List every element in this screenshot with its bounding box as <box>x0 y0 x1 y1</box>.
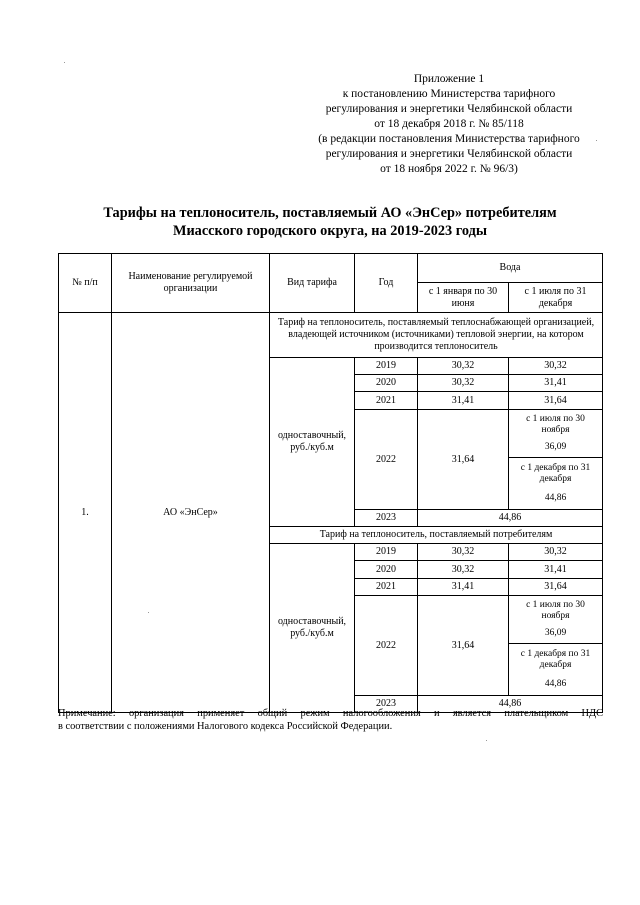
sub-period-value: 44,86 <box>544 493 567 503</box>
sub-period-label: с 1 июля по 30 ноября <box>526 414 585 435</box>
appendix-line: регулирования и энергетики Челябинской области <box>325 148 573 160</box>
header-year: Год <box>355 254 418 313</box>
year-cell: 2019 <box>355 358 418 375</box>
value-cell: 31,41 <box>418 392 509 410</box>
header-kind: Вид тарифа <box>270 254 355 313</box>
header-water: Вода <box>418 254 603 283</box>
section-heading: Тариф на теплоноситель, поставляемый теплоснабжающей организацией, владеющей источником (источниками) тепловой энергии, на котором производится теплоноситель <box>270 313 603 358</box>
value-cell: 31,64 <box>509 579 603 596</box>
appendix-line: (в редакции постановления Министерства тарифного <box>318 133 580 145</box>
year-cell: 2019 <box>355 544 418 561</box>
footnote-line-1: Примечание: организация применяет общий режим налогообложения и является плательщиком НДС <box>58 708 603 719</box>
organization-name: АО «ЭнСер» <box>112 313 270 713</box>
year-cell: 2021 <box>355 579 418 596</box>
appendix-line: от 18 ноября 2022 г. № 96/3) <box>380 163 518 175</box>
value-cell: 31,41 <box>509 561 603 579</box>
sub-period-cell <box>509 458 603 510</box>
value-cell: 31,41 <box>418 579 509 596</box>
title-line-1: Тарифы на теплоноситель, поставляемый АО «ЭнСер» потребителям <box>103 205 557 221</box>
header-period-2: с 1 июля по 31 декабря <box>509 283 603 313</box>
speck <box>64 62 65 63</box>
header-period-1: с 1 января по 30 июня <box>418 283 509 313</box>
footnote-line-2: в соответствии с положениями Налогового кодекса Российской Федерации. <box>58 721 393 732</box>
value-cell: 44,86 <box>418 510 603 527</box>
year-cell: 2023 <box>355 510 418 527</box>
sub-period-cell <box>509 410 603 458</box>
header-num: № п/п <box>59 254 112 313</box>
value-cell: 30,32 <box>418 375 509 392</box>
sub-period-label: с 1 декабря по 31 декабря <box>520 649 591 670</box>
header-org: Наименование регулируемой организации <box>112 254 270 313</box>
sub-period-label: с 1 декабря по 31 декабря <box>520 463 591 484</box>
value-cell: 30,32 <box>509 358 603 375</box>
value-cell: 30,32 <box>418 544 509 561</box>
value-cell: 30,32 <box>509 544 603 561</box>
title-line-2: Миасского городского округа, на 2019-2023 годы <box>172 223 488 239</box>
value-cell: 30,32 <box>418 358 509 375</box>
sub-period-value: 36,09 <box>544 442 567 452</box>
value-cell: 31,64 <box>509 392 603 410</box>
sub-period-label: с 1 июля по 30 ноября <box>526 600 585 621</box>
year-cell: 2023 <box>355 696 418 713</box>
value-cell: 31,64 <box>418 410 509 510</box>
tariff-kind: одноставочный, руб./куб.м <box>270 544 355 713</box>
sub-period-value: 44,86 <box>544 679 567 689</box>
tariff-table <box>58 253 603 713</box>
year-cell: 2021 <box>355 392 418 410</box>
speck <box>148 612 149 613</box>
value-cell: 44,86 <box>418 696 603 713</box>
speck <box>486 740 487 741</box>
appendix-line: регулирования и энергетики Челябинской области <box>325 103 573 115</box>
sub-period-value: 36,09 <box>544 628 567 638</box>
year-cell: 2020 <box>355 375 418 392</box>
sub-period-cell <box>509 596 603 644</box>
appendix-line: Приложение 1 <box>413 73 485 85</box>
appendix-header <box>268 72 630 177</box>
year-cell: 2020 <box>355 561 418 579</box>
sub-period-cell <box>509 644 603 696</box>
appendix-line: к постановлению Министерства тарифного <box>342 88 556 100</box>
tariff-kind: одноставочный, руб./куб.м <box>270 358 355 527</box>
value-cell: 30,32 <box>418 561 509 579</box>
footnote <box>58 707 603 733</box>
year-cell: 2022 <box>355 596 418 696</box>
section-heading: Тариф на теплоноситель, поставляемый потребителям <box>270 527 603 544</box>
value-cell: 31,64 <box>418 596 509 696</box>
value-cell: 31,41 <box>509 375 603 392</box>
year-cell: 2022 <box>355 410 418 510</box>
row-number: 1. <box>59 313 112 713</box>
document-title <box>40 204 620 240</box>
appendix-line: от 18 декабря 2018 г. № 85/118 <box>374 118 524 130</box>
speck <box>596 140 597 141</box>
